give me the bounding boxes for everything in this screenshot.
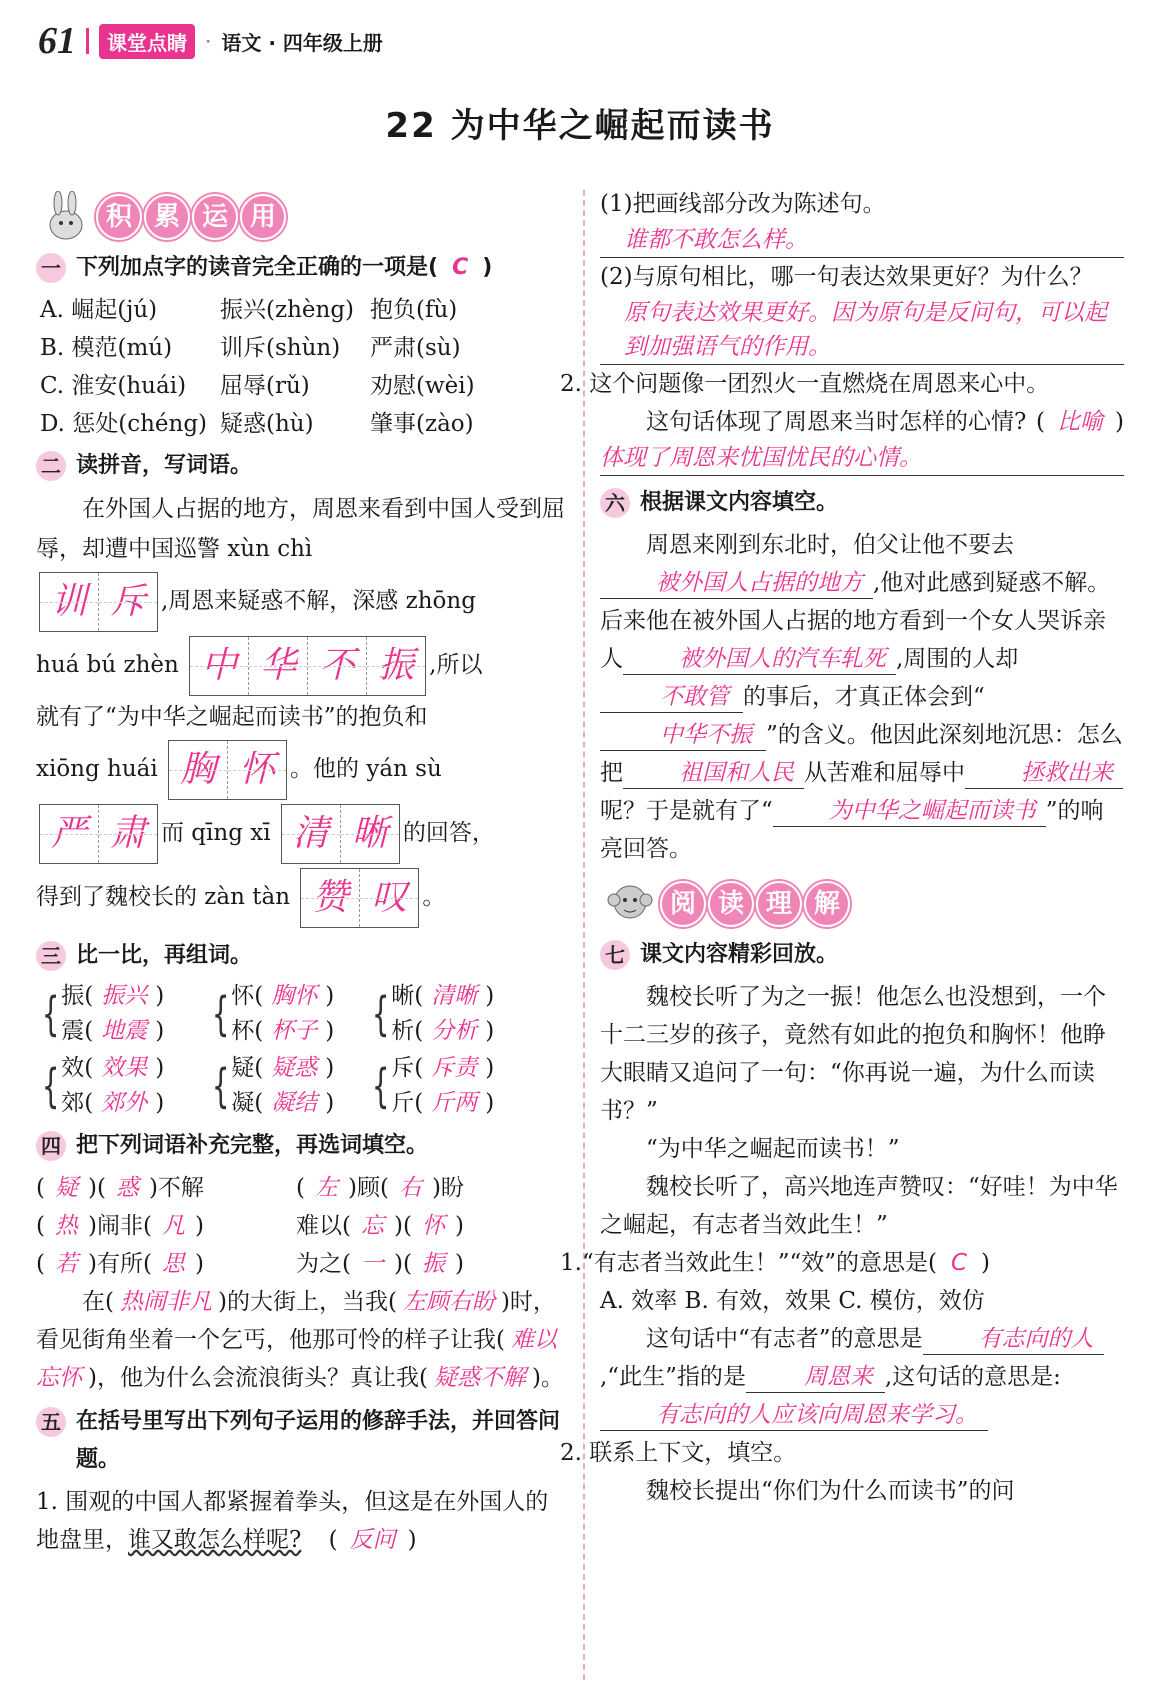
paren: ) <box>325 1055 335 1081</box>
paren: ) <box>454 1251 464 1277</box>
answer: 振兴 <box>101 983 148 1009</box>
paren: ( <box>36 1213 45 1239</box>
pair-items <box>231 979 334 1049</box>
q4-paragraph <box>36 1283 566 1397</box>
answer: 惑 <box>115 1175 139 1201</box>
paren: ) <box>485 1090 495 1116</box>
text: ,这句话的意思是: <box>884 1364 1061 1390</box>
q2-text: 得到了魏校长的 zàn tàn <box>36 884 291 910</box>
question-5-text: 在括号里写出下列句子运用的修辞手法，并回答问题。 <box>76 1409 561 1472</box>
q5-sub-2-answer: 原句表达效果更好。因为原句是反问句，可以起到加强语气的作用。 <box>600 296 1124 365</box>
question-7-head <box>600 936 1124 974</box>
q2-pinyin: huá bú zhèn <box>36 652 179 678</box>
answer: 右 <box>398 1175 422 1201</box>
char: 杯( <box>231 1018 264 1044</box>
q7-item-1-fill <box>600 1320 1124 1434</box>
paren: ) <box>485 983 495 1009</box>
grid-cell: 振 <box>367 637 425 695</box>
right-column <box>560 185 1124 1510</box>
answer: 斤两 <box>431 1090 478 1116</box>
idiom-text: )不解 <box>148 1175 204 1201</box>
q7-passage-1: 魏校长听了为之一振！他怎么也没想到，一个十二三岁的孩子，竟然有如此的抱负和胸怀！他睁大眼睛又追问了一句：“你再说一遍，为什么而读书？” <box>600 984 1106 1124</box>
q2-line <box>36 865 566 929</box>
pair-item <box>391 1051 494 1086</box>
grid-cell: 赞 <box>301 869 360 927</box>
grid-cell: 清 <box>282 805 341 863</box>
subject-label: 语文 · 四年级上册 <box>221 30 383 55</box>
q5-sub-2: (2)与原句相比，哪一句表达效果更好？为什么？ <box>600 264 1093 290</box>
answer: 不敢管 <box>600 682 743 713</box>
answer: 思 <box>161 1251 185 1277</box>
text: ”的响亮回答。 <box>600 798 1104 862</box>
q2-text: 而 qīng xī <box>161 820 271 846</box>
option-row <box>40 329 566 367</box>
q5-item-1 <box>36 1483 566 1559</box>
idiom-row <box>36 1245 566 1283</box>
paren: ( <box>296 1175 305 1201</box>
paren: ) <box>325 1090 335 1116</box>
section-title-accumulate <box>96 194 286 240</box>
paren: )( <box>393 1251 412 1277</box>
brace-icon: { <box>371 1059 390 1113</box>
q6-paragraph <box>600 526 1124 868</box>
text: 从苦难和屈辱中 <box>804 760 965 786</box>
pair-item <box>231 1086 334 1121</box>
brace-icon: { <box>41 987 60 1041</box>
answer: 凝结 <box>271 1090 318 1116</box>
pair-items <box>61 1051 164 1121</box>
question-number: 五 <box>36 1407 66 1437</box>
question-number: 六 <box>600 488 630 518</box>
option-item: 屈辱(rǔ) <box>220 373 310 399</box>
answer: 反问 <box>349 1527 396 1553</box>
question-7-text: 课文内容精彩回放。 <box>640 942 839 967</box>
paren: )( <box>393 1213 412 1239</box>
q2-text: 。 <box>422 884 446 910</box>
q7-item-2: 2. 联系上下文，填空。 <box>560 1440 797 1466</box>
answer: 疑惑不解 <box>433 1365 526 1391</box>
q2-text: ,周恩来疑惑不解，深感 zhōng <box>161 588 476 614</box>
question-2-head <box>36 447 566 485</box>
word-pair <box>36 1051 206 1121</box>
idiom-row <box>36 1207 566 1245</box>
text: 这句话中“有志者”的意思是 <box>646 1326 923 1352</box>
char: 斤( <box>391 1090 424 1116</box>
paren: )( <box>87 1175 106 1201</box>
text: )。 <box>531 1365 564 1391</box>
answer: 有志向的人 <box>923 1324 1104 1355</box>
answer: 胸怀 <box>271 983 318 1009</box>
word-pair <box>206 1051 366 1121</box>
text: 的事后，才真正体会到“ <box>743 684 985 710</box>
writing-grid <box>189 636 426 696</box>
paren: ) <box>325 983 335 1009</box>
writing-grid <box>281 804 400 864</box>
pair-items <box>391 1051 494 1121</box>
answer: 被外国人的汽车轧死 <box>623 644 896 675</box>
text: )，他为什么会流浪街头？真让我( <box>88 1365 428 1391</box>
char: 凝( <box>231 1090 264 1116</box>
answer: 比喻 <box>1057 409 1104 435</box>
paren: ) <box>155 1090 165 1116</box>
answer: 分析 <box>431 1018 478 1044</box>
text: ,他对此感到疑惑不解。后来他在被外国人占据的地方看到一个女人哭诉亲人 <box>600 570 1111 672</box>
question-1-options <box>36 291 566 443</box>
pair-item <box>391 979 494 1014</box>
question-number: 四 <box>36 1131 66 1161</box>
q2-text: ,所以 <box>429 652 483 678</box>
lesson-title: 22 为中华之崛起而读书 <box>385 106 775 146</box>
q2-text: 的回答， <box>402 820 495 846</box>
paren: ) <box>194 1213 204 1239</box>
grid-cell: 斥 <box>99 573 157 631</box>
answer: 斥责 <box>431 1055 478 1081</box>
pair-item <box>231 1051 334 1086</box>
question-3-body <box>36 979 566 1121</box>
idiom-text: 难以( <box>296 1213 351 1239</box>
idiom-row <box>36 1169 566 1207</box>
section-char: 用 <box>240 194 286 240</box>
text: 1.“有志者当效此生！”“效”的意思是( <box>560 1250 937 1276</box>
paren: ( <box>36 1251 45 1277</box>
question-3-text: 比一比，再组词。 <box>76 943 253 968</box>
q2-line <box>36 569 566 633</box>
text: ,周围的人却 <box>896 646 1019 672</box>
answer: 疑惑 <box>271 1055 318 1081</box>
close-paren: ) <box>482 255 493 280</box>
question-number: 一 <box>36 253 66 283</box>
word-pair <box>366 979 526 1049</box>
paren: ( <box>36 1175 45 1201</box>
q7-item-2-text: 魏校长提出“你们为什么而读书”的问 <box>646 1478 1015 1504</box>
paren: ) <box>485 1018 495 1044</box>
grid-cell: 严 <box>40 805 99 863</box>
section-char: 读 <box>708 881 754 927</box>
pair-item <box>61 1086 164 1121</box>
section-char: 运 <box>192 194 238 240</box>
answer: 中华不振 <box>600 720 766 751</box>
idiom-text: )有所( <box>87 1251 152 1277</box>
answer: 左顾右盼 <box>402 1289 495 1315</box>
q2-text: 。他的 yán sù <box>290 756 442 782</box>
grid-cell: 中 <box>190 637 249 695</box>
grid-cell: 华 <box>249 637 308 695</box>
paren: ( <box>1036 409 1046 435</box>
header-dot: · <box>205 29 212 53</box>
writing-grid <box>39 572 158 632</box>
idiom-text: )闹非( <box>87 1213 152 1239</box>
char: 震( <box>61 1018 94 1044</box>
section-title-reading <box>660 881 850 927</box>
option-row <box>40 291 566 329</box>
answer: C <box>950 1250 968 1276</box>
grid-cell: 肃 <box>99 805 157 863</box>
pair-items <box>391 979 494 1049</box>
brace-icon: { <box>41 1059 60 1113</box>
answer: 地震 <box>101 1018 148 1044</box>
text: ,“此生”指的是 <box>600 1364 746 1390</box>
pair-item <box>61 1051 164 1086</box>
option-item: B. 模范(mú) <box>40 335 173 361</box>
answer: 效果 <box>101 1055 148 1081</box>
text: )的大街上，当我( <box>217 1289 397 1315</box>
q7-item-1-options: A. 效率 B. 有效，效果 C. 模仿，效仿 <box>600 1288 985 1314</box>
answer: 忘 <box>360 1213 384 1239</box>
q7-passage-2: “为中华之崛起而读书！” <box>646 1136 900 1162</box>
grid-cell: 怀 <box>228 741 286 799</box>
answer: 杯子 <box>271 1018 318 1044</box>
brace-icon: { <box>211 1059 230 1113</box>
char: 疑( <box>231 1055 264 1081</box>
answer: 左 <box>314 1175 338 1201</box>
grid-cell: 晰 <box>341 805 399 863</box>
page-header <box>38 18 383 64</box>
brace-icon: { <box>371 987 390 1041</box>
char: 晰( <box>391 983 424 1009</box>
answer: 被外国人占据的地方 <box>600 568 873 599</box>
option-item: D. 惩处(chéng) <box>40 411 208 437</box>
word-pair <box>366 1051 526 1121</box>
option-item: 严肃(sù) <box>370 335 461 361</box>
grid-cell: 训 <box>40 573 99 631</box>
writing-grid <box>39 804 158 864</box>
pair-item <box>391 1086 494 1121</box>
word-pair <box>36 979 206 1049</box>
question-6-text: 根据课文内容填空。 <box>640 490 839 515</box>
paren: ) <box>194 1251 204 1277</box>
pair-items <box>61 979 164 1049</box>
answer: 凡 <box>161 1213 185 1239</box>
paren: ) <box>155 1055 165 1081</box>
option-item: 抱负(fù) <box>370 297 458 323</box>
char: 效( <box>61 1055 94 1081</box>
question-6-head <box>600 484 1124 522</box>
section-header-reading <box>600 878 1124 930</box>
question-2-text: 读拼音，写词语。 <box>76 453 253 478</box>
q5-item-2-question: 这句话体现了周恩来当时怎样的心情? <box>646 409 1027 435</box>
answer: 周恩来 <box>746 1362 885 1393</box>
option-item: 振兴(zhèng) <box>220 297 355 323</box>
q7-item-1 <box>560 1244 1124 1282</box>
paren: ) <box>485 1055 495 1081</box>
question-4-words <box>36 1169 566 1397</box>
q2-line <box>36 801 566 865</box>
question-number: 七 <box>600 940 630 970</box>
answer: 郊外 <box>101 1090 148 1116</box>
answer: 难以忘怀 <box>36 1327 557 1391</box>
brace-icon: { <box>211 987 230 1041</box>
option-item: 训斥(shùn) <box>220 335 341 361</box>
left-column <box>36 185 566 1559</box>
section-char: 累 <box>144 194 190 240</box>
question-3-head <box>36 937 566 975</box>
answer: 清晰 <box>431 983 478 1009</box>
char: 斥( <box>391 1055 424 1081</box>
idiom-text: )顾( <box>347 1175 389 1201</box>
answer: 为中华之崛起而读书 <box>773 796 1046 827</box>
question-2-body <box>36 489 566 929</box>
question-1-answer: C <box>452 255 469 280</box>
text: 周恩来刚到东北时，伯父让他不要去 <box>646 532 1014 558</box>
header-bar <box>86 28 89 54</box>
option-row <box>40 367 566 405</box>
text: 2. 这个问题像一团烈火一直燃烧在周恩来心中。 <box>560 371 1050 397</box>
option-item: 劝慰(wèi) <box>370 373 475 399</box>
q7-passage-3: 魏校长听了，高兴地连声赞叹：“好哇！为中华之崛起，有志者当效此生！” <box>600 1174 1118 1238</box>
question-1-text: 下列加点字的读音完全正确的一项是( <box>76 255 439 280</box>
answer: 振 <box>421 1251 445 1277</box>
question-number: 二 <box>36 451 66 481</box>
grid-cell: 叹 <box>360 869 418 927</box>
text: )时，看见街角坐着一个乞丐，他那可怜的样子让我( <box>36 1289 556 1353</box>
q2-text: 就有了“为中华之崛起而读书”的抱负和 <box>36 704 428 730</box>
section-char: 积 <box>96 194 142 240</box>
section-char: 理 <box>756 881 802 927</box>
answer: 祖国和人民 <box>623 758 804 789</box>
answer: 疑 <box>54 1175 78 1201</box>
answer: 热 <box>54 1213 78 1239</box>
page-number: 61 <box>38 20 76 62</box>
paren: ) <box>407 1527 417 1553</box>
paren: ) <box>325 1018 335 1044</box>
paren: ) <box>1115 409 1124 435</box>
question-number: 三 <box>36 941 66 971</box>
idiom-text: 为之( <box>296 1251 351 1277</box>
grid-cell: 胸 <box>169 741 228 799</box>
underlined-text: 谁又敢怎么样呢? <box>128 1527 302 1553</box>
question-4-head <box>36 1127 566 1165</box>
answer: 怀 <box>421 1213 445 1239</box>
idiom-text: )盼 <box>431 1175 464 1201</box>
pair-items <box>231 1051 334 1121</box>
text: 在( <box>82 1289 114 1315</box>
pair-item <box>231 1014 334 1049</box>
q2-line <box>36 737 566 801</box>
text: ”的含义。他因此深刻地沉思：怎么把 <box>600 722 1123 786</box>
pair-item <box>231 979 334 1014</box>
char: 析( <box>391 1018 424 1044</box>
option-item: 肇事(zào) <box>370 411 474 437</box>
q5-sub-1-answer: 谁都不敢怎么样。 <box>600 223 1124 258</box>
pair-item <box>61 979 164 1014</box>
answer: 热闹非凡 <box>119 1289 212 1315</box>
q5-sub-1: (1)把画线部分改为陈述句。 <box>600 191 886 217</box>
answer: 有志向的人应该向周恩来学习。 <box>600 1400 988 1431</box>
q2-line <box>36 633 566 697</box>
char: 郊( <box>61 1090 94 1116</box>
char: 怀( <box>231 983 264 1009</box>
paren: ) <box>155 1018 165 1044</box>
question-4-text: 把下列词语补充完整，再选词填空。 <box>76 1133 429 1158</box>
word-pair <box>206 979 366 1049</box>
paren: ) <box>155 983 165 1009</box>
q2-pinyin: xiōng huái <box>36 756 158 782</box>
question-5-head <box>36 1403 566 1479</box>
pair-item <box>61 1014 164 1049</box>
q2-paragraph: 在外国人占据的地方，周恩来看到中国人受到屈辱，却遭中国巡警 xùn chì <box>36 496 565 562</box>
text: 呢？于是就有了“ <box>600 798 773 824</box>
paren: ( <box>328 1527 338 1553</box>
option-item: A. 崛起(jú) <box>40 297 158 323</box>
answer: 拯救出来 <box>965 758 1123 789</box>
section-header-accumulate <box>36 191 566 243</box>
option-item: 疑惑(hù) <box>220 411 314 437</box>
answer: 若 <box>54 1251 78 1277</box>
option-item: C. 淮安(huái) <box>40 373 187 399</box>
char: 振( <box>61 983 94 1009</box>
grid-cell: 不 <box>308 637 367 695</box>
writing-grid <box>168 740 287 800</box>
pair-item <box>391 1014 494 1049</box>
section-char: 解 <box>804 881 850 927</box>
text: 1. 围观的中国人都紧握着拳头，但这是在外国人的地盘里， <box>36 1489 549 1553</box>
option-row <box>40 405 566 443</box>
series-badge: 课堂点睛 <box>99 24 195 59</box>
paren: ) <box>454 1213 464 1239</box>
writing-grid <box>300 868 419 928</box>
rabbit-icon <box>36 191 96 243</box>
paren: ) <box>981 1250 990 1276</box>
answer: 一 <box>360 1251 384 1277</box>
q5-item-2-answer: 体现了周恩来忧国忧民的心情。 <box>600 441 1124 476</box>
monkey-icon <box>600 878 660 930</box>
section-char: 阅 <box>660 881 706 927</box>
question-1-head <box>36 249 566 287</box>
